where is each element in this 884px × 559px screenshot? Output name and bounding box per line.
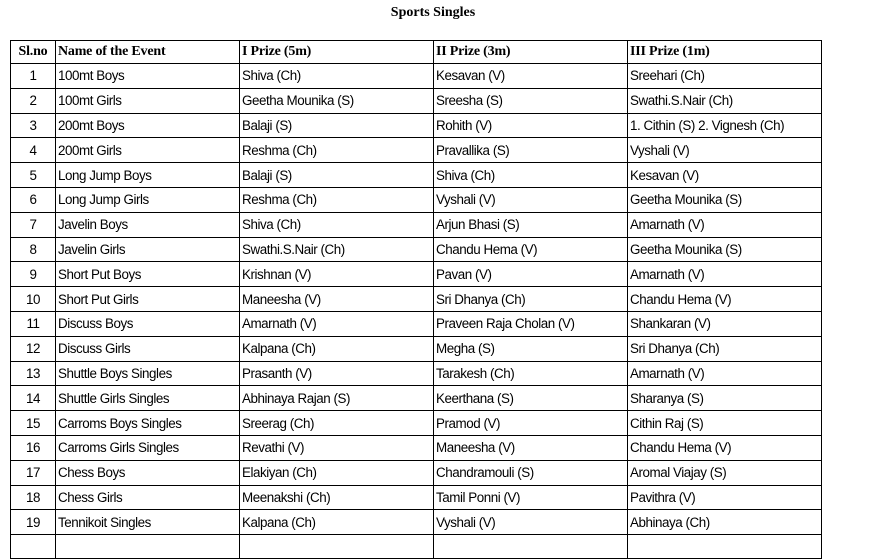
cell-prize2: Sreesha (S) (434, 88, 628, 113)
cell-slno: 14 (11, 386, 56, 411)
page-title: Sports Singles (390, 5, 476, 20)
table-row (11, 361, 822, 386)
cell-event: Chess Boys (56, 460, 240, 485)
header-prize2: II Prize (3m) (434, 41, 628, 64)
cell-empty (56, 535, 240, 559)
cell-prize3: Vyshali (V) (628, 138, 822, 163)
cell-prize1: Reshma (Ch) (240, 187, 434, 212)
cell-prize2: Rohith (V) (434, 113, 628, 138)
cell-event: Javelin Girls (56, 237, 240, 262)
cell-prize3: Abhinaya (Ch) (628, 510, 822, 535)
cell-slno: 6 (11, 187, 56, 212)
table-row (11, 262, 822, 287)
header-slno: Sl.no (11, 41, 56, 64)
table-row (11, 311, 822, 336)
cell-prize3: Geetha Mounika (S) (628, 187, 822, 212)
table-row (11, 187, 822, 212)
cell-prize1: Swathi.S.Nair (Ch) (240, 237, 434, 262)
cell-event: 200mt Boys (56, 113, 240, 138)
table-row (11, 336, 822, 361)
cell-prize3: Sreehari (Ch) (628, 64, 822, 89)
cell-slno: 10 (11, 287, 56, 312)
header-prize3: III Prize (1m) (628, 41, 822, 64)
cell-prize2: Sri Dhanya (Ch) (434, 287, 628, 312)
cell-prize2: Kesavan (V) (434, 64, 628, 89)
cell-prize2: Tamil Ponni (V) (434, 485, 628, 510)
cell-prize1: Meenakshi (Ch) (240, 485, 434, 510)
cell-slno: 4 (11, 138, 56, 163)
table-row (11, 237, 822, 262)
cell-prize2: Vyshali (V) (434, 510, 628, 535)
cell-prize2: Praveen Raja Cholan (V) (434, 311, 628, 336)
cell-slno: 5 (11, 163, 56, 188)
cell-prize3: 1. Cithin (S) 2. Vignesh (Ch) (628, 113, 822, 138)
cell-slno: 15 (11, 411, 56, 436)
cell-prize2: Shiva (Ch) (434, 163, 628, 188)
table-row (11, 163, 822, 188)
cell-slno: 9 (11, 262, 56, 287)
cell-event: Long Jump Girls (56, 187, 240, 212)
cell-prize2: Tarakesh (Ch) (434, 361, 628, 386)
table-row (11, 460, 822, 485)
cell-prize3: Cithin Raj (S) (628, 411, 822, 436)
table-header-row (11, 41, 822, 64)
cell-slno: 2 (11, 88, 56, 113)
cell-event: Tennikoit Singles (56, 510, 240, 535)
cell-prize2: Vyshali (V) (434, 187, 628, 212)
table-row (11, 435, 822, 460)
table-row (11, 88, 822, 113)
cell-prize1: Prasanth (V) (240, 361, 434, 386)
cell-event: Short Put Girls (56, 287, 240, 312)
cell-prize1: Kalpana (Ch) (240, 336, 434, 361)
cell-prize3: Amarnath (V) (628, 262, 822, 287)
cell-prize1: Kalpana (Ch) (240, 510, 434, 535)
cell-prize2: Maneesha (V) (434, 435, 628, 460)
cell-prize3: Shankaran (V) (628, 311, 822, 336)
cell-prize1: Krishnan (V) (240, 262, 434, 287)
cell-empty (628, 535, 822, 559)
table-row (11, 113, 822, 138)
cell-prize1: Sreerag (Ch) (240, 411, 434, 436)
cell-prize1: Shiva (Ch) (240, 64, 434, 89)
cell-slno: 11 (11, 311, 56, 336)
cell-prize1: Amarnath (V) (240, 311, 434, 336)
cell-slno: 1 (11, 64, 56, 89)
table-row (11, 212, 822, 237)
cell-empty (240, 535, 434, 559)
cell-prize3: Sharanya (S) (628, 386, 822, 411)
cell-slno: 13 (11, 361, 56, 386)
cell-empty (434, 535, 628, 559)
cell-prize1: Elakiyan (Ch) (240, 460, 434, 485)
cell-event: Carroms Girls Singles (56, 435, 240, 460)
cell-prize2: Pavan (V) (434, 262, 628, 287)
cell-prize3: Swathi.S.Nair (Ch) (628, 88, 822, 113)
cell-prize3: Aromal Viajay (S) (628, 460, 822, 485)
cell-empty (11, 535, 56, 559)
cell-slno: 18 (11, 485, 56, 510)
cell-prize3: Amarnath (V) (628, 361, 822, 386)
cell-event: Discuss Boys (56, 311, 240, 336)
cell-prize3: Geetha Mounika (S) (628, 237, 822, 262)
header-prize1: I Prize (5m) (240, 41, 434, 64)
cell-slno: 12 (11, 336, 56, 361)
table-row (11, 485, 822, 510)
cell-prize1: Balaji (S) (240, 163, 434, 188)
cell-prize1: Geetha Mounika (S) (240, 88, 434, 113)
table-row (11, 64, 822, 89)
cell-prize1: Abhinaya Rajan (S) (240, 386, 434, 411)
table-row (11, 411, 822, 436)
cell-prize2: Keerthana (S) (434, 386, 628, 411)
table-row (11, 287, 822, 312)
cell-event: Carroms Boys Singles (56, 411, 240, 436)
table-row-cut-off (11, 535, 822, 559)
cell-event: Long Jump Boys (56, 163, 240, 188)
cell-prize3: Sri Dhanya (Ch) (628, 336, 822, 361)
cell-prize3: Kesavan (V) (628, 163, 822, 188)
cell-slno: 16 (11, 435, 56, 460)
cell-event: Short Put Boys (56, 262, 240, 287)
cell-prize3: Chandu Hema (V) (628, 287, 822, 312)
cell-prize3: Chandu Hema (V) (628, 435, 822, 460)
cell-slno: 8 (11, 237, 56, 262)
table-row (11, 386, 822, 411)
table-row (11, 510, 822, 535)
cell-prize1: Revathi (V) (240, 435, 434, 460)
cell-prize1: Reshma (Ch) (240, 138, 434, 163)
cell-slno: 3 (11, 113, 56, 138)
cell-prize2: Pramod (V) (434, 411, 628, 436)
cell-event: 100mt Girls (56, 88, 240, 113)
cell-prize1: Shiva (Ch) (240, 212, 434, 237)
header-event: Name of the Event (56, 41, 240, 64)
cell-event: Shuttle Girls Singles (56, 386, 240, 411)
results-table (10, 40, 822, 559)
cell-slno: 7 (11, 212, 56, 237)
cell-prize2: Arjun Bhasi (S) (434, 212, 628, 237)
cell-event: Javelin Boys (56, 212, 240, 237)
cell-slno: 17 (11, 460, 56, 485)
cell-event: Discuss Girls (56, 336, 240, 361)
cell-prize1: Balaji (S) (240, 113, 434, 138)
cell-prize3: Amarnath (V) (628, 212, 822, 237)
cell-slno: 19 (11, 510, 56, 535)
cell-event: Chess Girls (56, 485, 240, 510)
cell-event: Shuttle Boys Singles (56, 361, 240, 386)
cell-prize2: Chandramouli (S) (434, 460, 628, 485)
cell-prize2: Chandu Hema (V) (434, 237, 628, 262)
table-body (11, 64, 822, 559)
table-row (11, 138, 822, 163)
cell-prize3: Pavithra (V) (628, 485, 822, 510)
cell-event: 200mt Girls (56, 138, 240, 163)
cell-prize2: Megha (S) (434, 336, 628, 361)
cell-prize2: Pravallika (S) (434, 138, 628, 163)
cell-prize1: Maneesha (V) (240, 287, 434, 312)
cell-event: 100mt Boys (56, 64, 240, 89)
